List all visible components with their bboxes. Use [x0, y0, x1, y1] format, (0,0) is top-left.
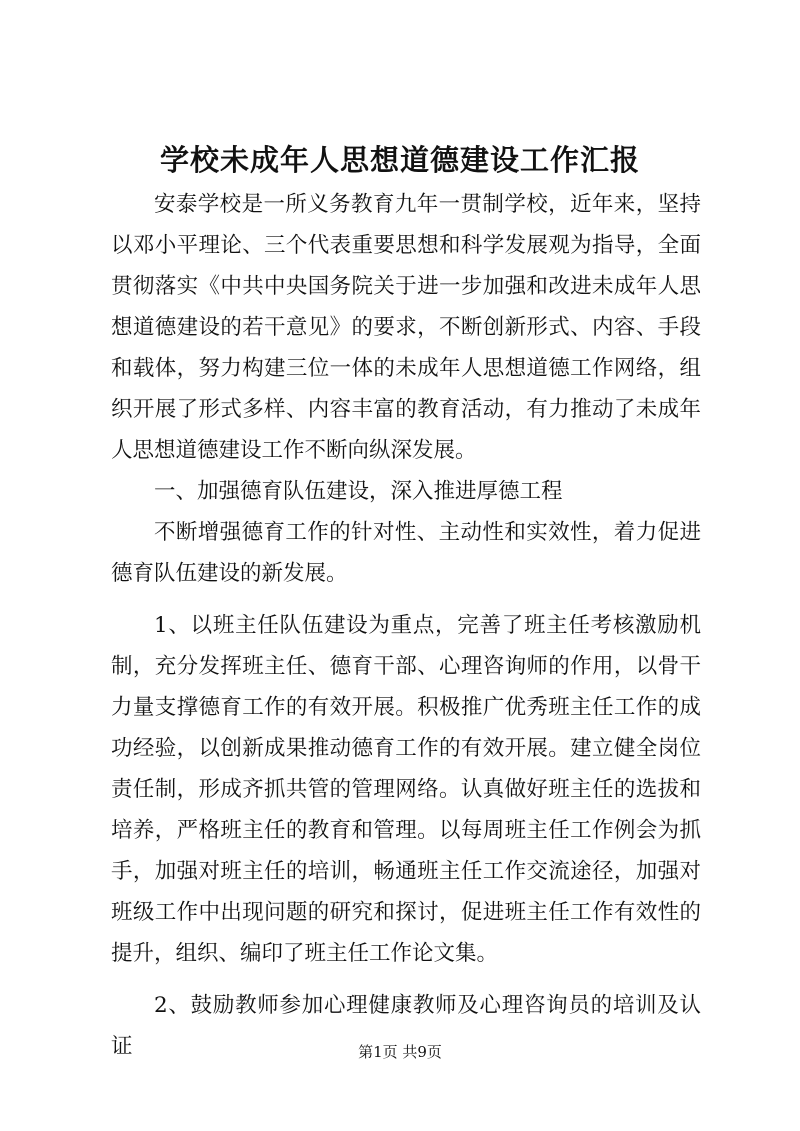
page-number-footer: 第1页 共9页 — [358, 1043, 442, 1061]
document-body — [111, 184, 701, 1067]
item-2-paragraph: 2、鼓励教师参加心理健康教师及心理咨询员的培训及认证 — [111, 993, 701, 1059]
intro-paragraph: 安泰学校是一所义务教育九年一贯制学校，近年来，坚持以邓小平理论、三个代表重要思想和科学发展观为指导，全面贯彻落实《中共中央国务院关于进一步加强和改进未成年人思想道德建设的若干意见》的要求，不断创新形式、内容、手段和载体，努力构建三位一体的未成年人思想道德工作网络，组织开展了形式多样、内容丰富的教育活动，有力推动了未成年人思想道德建设工作不断向纵深发展。 — [111, 192, 701, 463]
section-intro-paragraph: 不断增强德育工作的针对性、主动性和实效性，着力促进德育队伍建设的新发展。 — [111, 520, 701, 586]
document-title: 学校未成年人思想道德建设工作汇报 — [159, 143, 640, 177]
item-1-paragraph: 1、以班主任队伍建设为重点，完善了班主任考核激励机制，充分发挥班主任、德育干部、心理咨询师的作用，以骨干力量支撑德育工作的有效开展。积极推广优秀班主任工作的成功经验，以创新成果推动德育工作的有效开展。建立健全岗位责任制，形成齐抓共管的管理网络。认真做好班主任的选拔和培养，严格班主任的教育和管理。以每周班主任工作例会为抓手，加强对班主任的培训，畅通班主任工作交流途径，加强对班级工作中出现问题的研究和探讨，促进班主任工作有效性的提升，组织、编印了班主任工作论文集。 — [111, 613, 701, 966]
section-heading: 一、加强德育队伍建设，深入推进厚德工程 — [154, 479, 563, 504]
